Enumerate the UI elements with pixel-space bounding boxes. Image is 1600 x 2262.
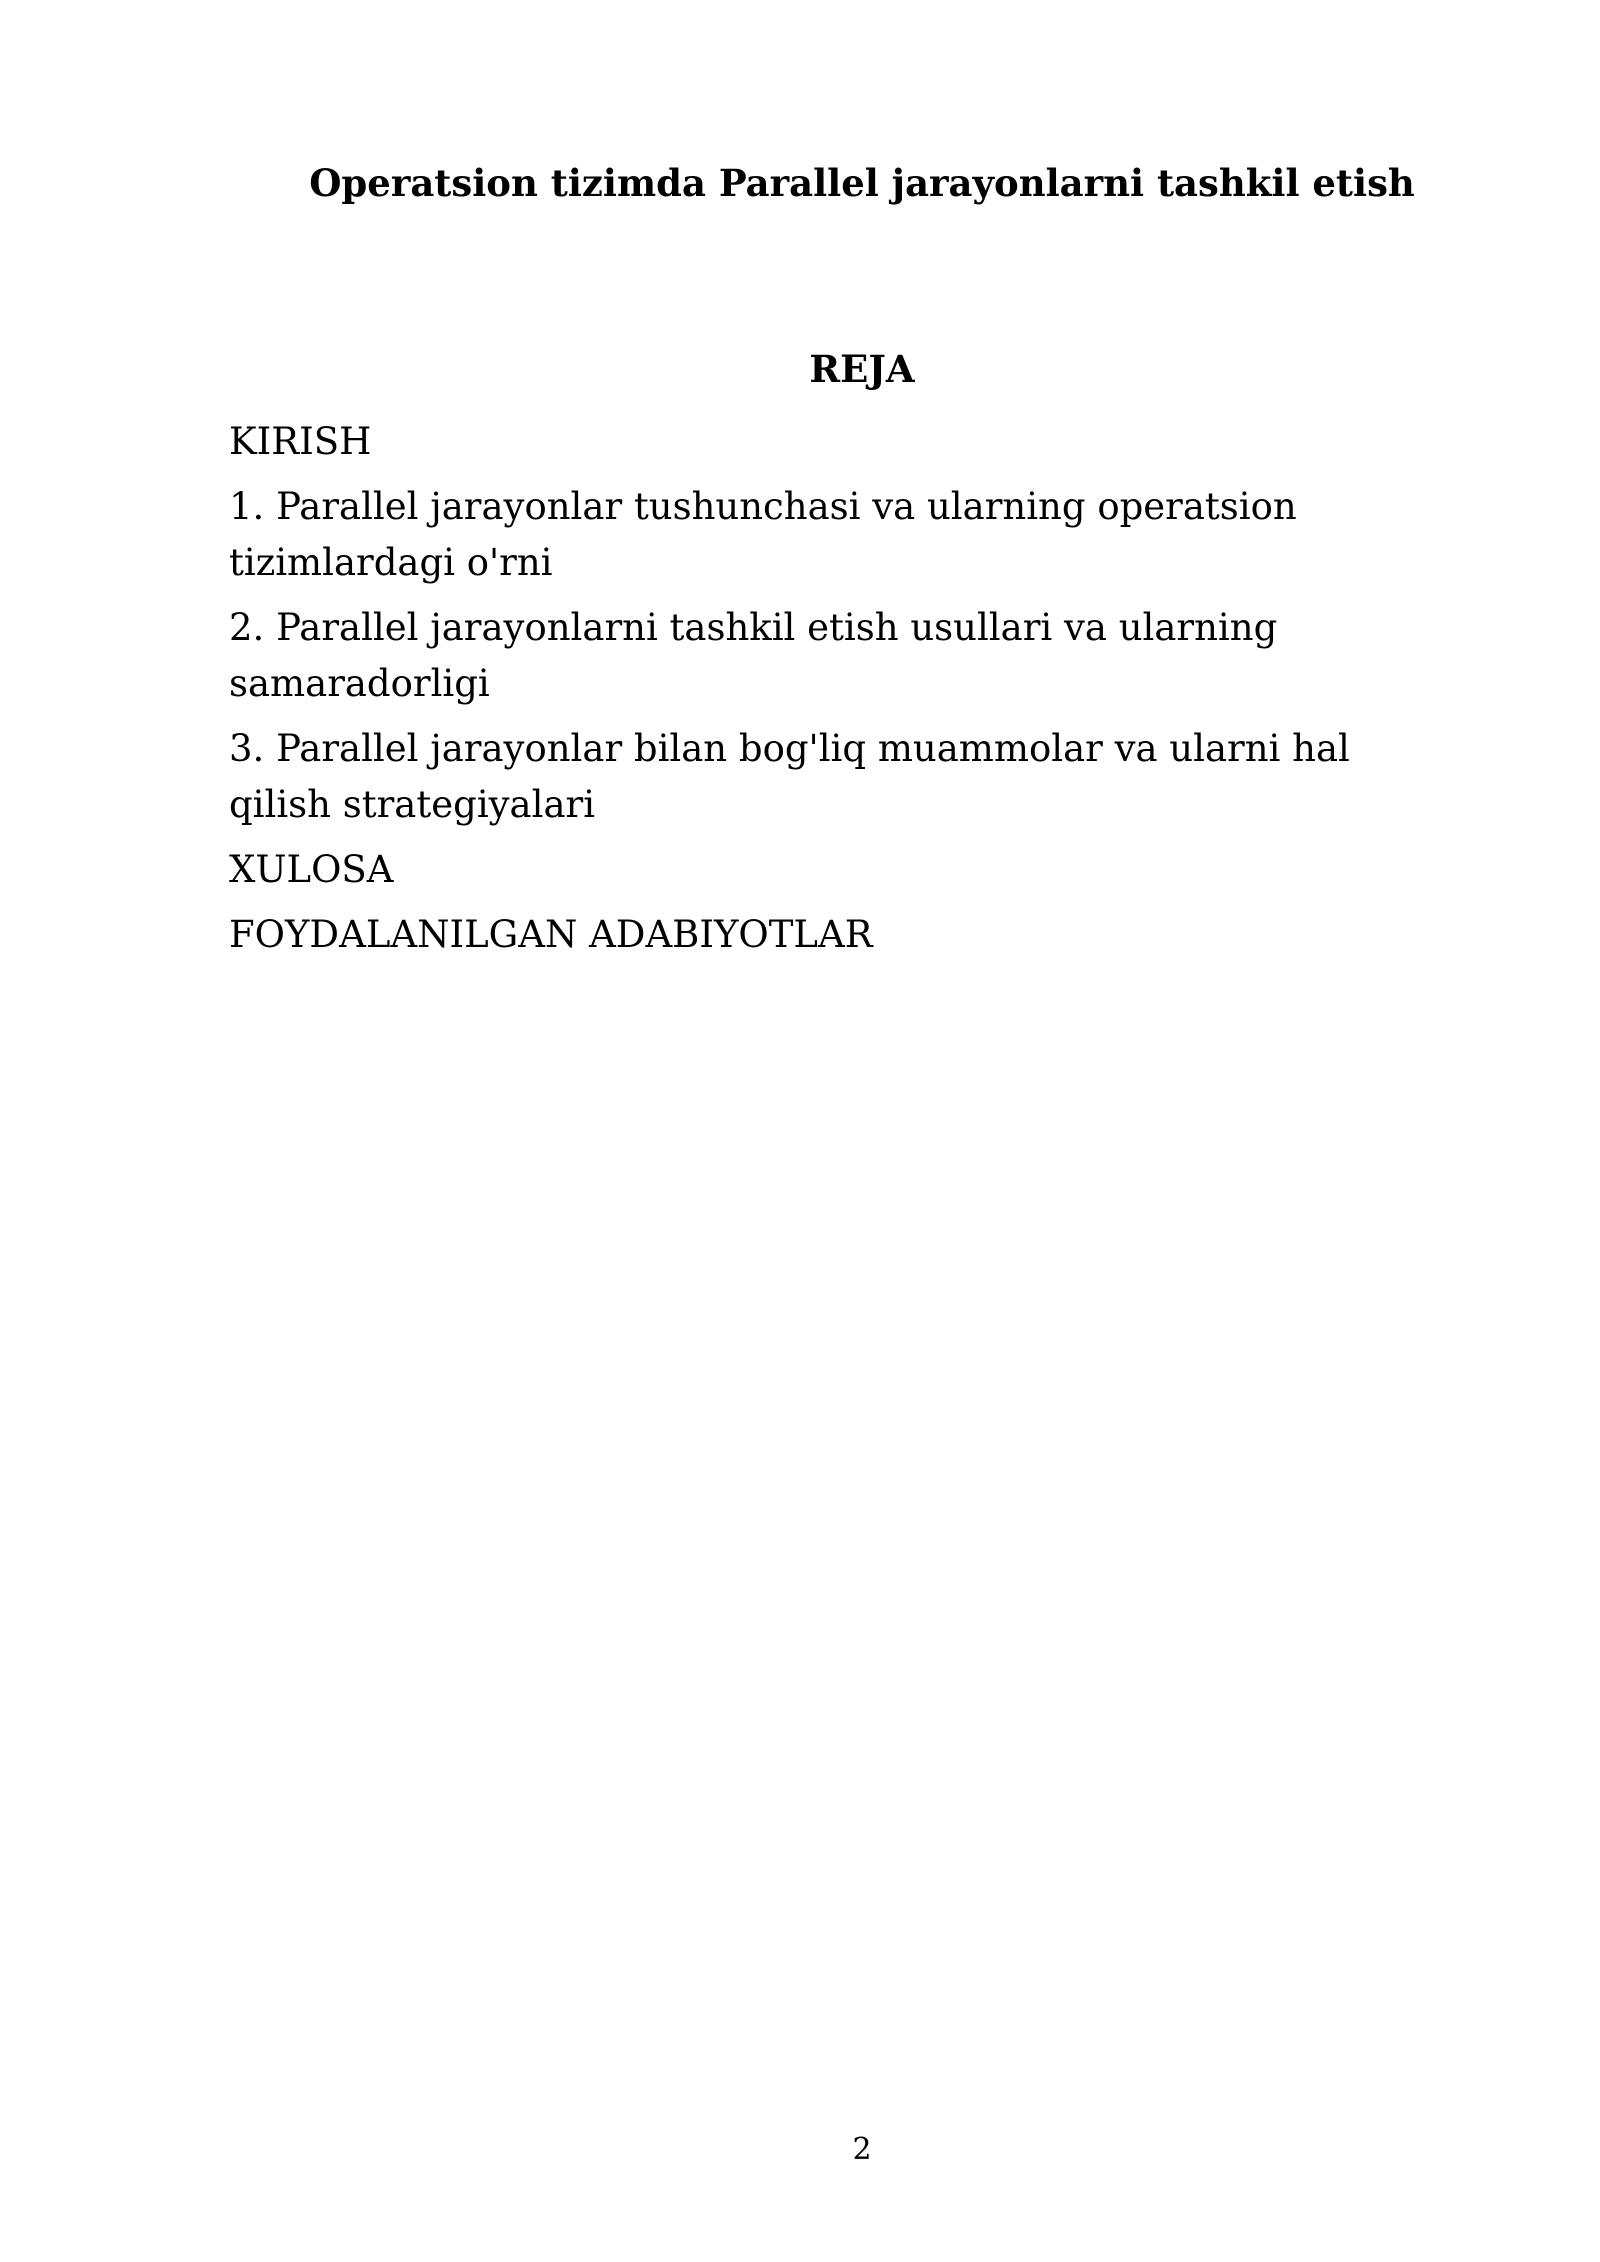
plan-item-introduction: KIRISH [229,420,372,463]
plan-list [229,414,1399,972]
page-number: 2 [852,2132,872,2167]
plan-item-2: 2. Parallel jarayonlarni tashkil etish usullari va ularning samaradorligi [229,606,1278,705]
plan-item-1: 1. Parallel jarayonlar tushunchasi va ularning operatsion tizimlardagi o'rni [229,485,1297,584]
document-title: Operatsion tizimda Parallel jarayonlarni tashkil etish [309,161,1415,205]
plan-item-conclusion: XULOSA [229,848,394,891]
plan-item-references: FOYDALANILGAN ADABIYOTLAR [229,913,873,956]
plan-heading: REJA [809,347,915,391]
plan-item-3: 3. Parallel jarayonlar bilan bog'liq muammolar va ularni hal qilish strategiyalari [229,727,1350,826]
